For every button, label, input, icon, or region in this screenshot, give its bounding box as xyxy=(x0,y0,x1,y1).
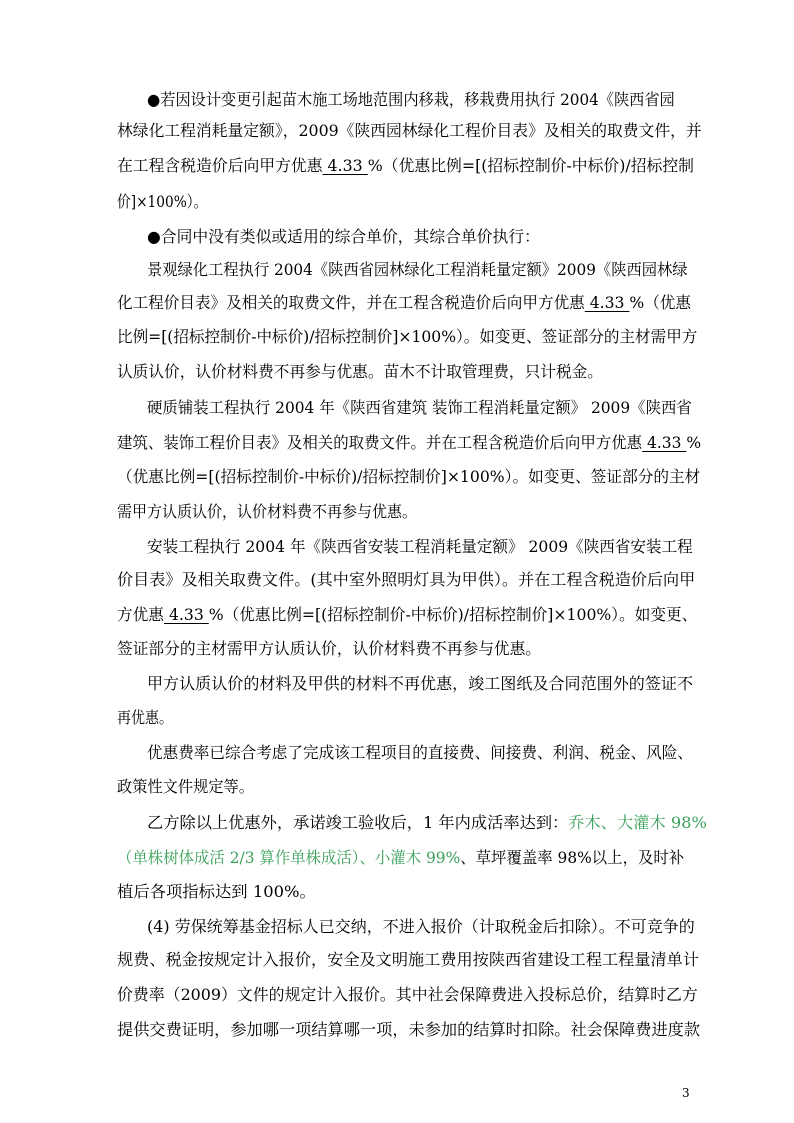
text-segment: 乙方除以上优惠外，承诺竣工验收后，1 年内成活率达到： xyxy=(147,813,569,832)
text-line xyxy=(117,882,316,902)
text-segment: 、草坪覆盖率 98%以上，及时补 xyxy=(460,848,685,867)
text-line xyxy=(147,260,688,280)
text-segment: 提供交费证明，参加哪一项结算哪一项，未参加的结算时扣除。社会保障费进度款 xyxy=(117,1020,701,1039)
text-line xyxy=(117,156,694,176)
text-segment: 规费、税金按规定计入报价，安全及文明施工费用按陕西省建设工程工程量清单计 xyxy=(117,950,700,969)
text-segment: ●合同中没有类似或适用的综合单价，其综合单价执行： xyxy=(147,227,540,246)
text-line xyxy=(117,639,541,659)
text-line xyxy=(147,398,692,418)
discount-rate-value: 4.33 xyxy=(322,156,368,175)
text-line xyxy=(117,192,207,212)
text-line xyxy=(117,708,173,728)
text-segment: 比例=[(招标控制价-中标价)/招标控制价]×100%）。如变更、签证部分的主材需甲方 xyxy=(117,327,698,346)
text-segment: % xyxy=(686,433,702,452)
text-line xyxy=(147,917,695,937)
text-segment: 需甲方认质认价，认价材料费不再参与优惠。 xyxy=(117,502,418,521)
text-line xyxy=(147,674,693,694)
text-segment: 方优惠 xyxy=(117,605,164,624)
text-line xyxy=(117,327,697,347)
text-segment: 植后各项指标达到 100%。 xyxy=(117,882,316,901)
text-line xyxy=(117,502,417,522)
highlighted-text: （单株树体成活 2/3 算作单株成活）、小灌木 99% xyxy=(117,848,461,867)
text-line xyxy=(147,537,693,557)
text-segment: 签证部分的主材需甲方认质认价，认价材料费不再参与优惠。 xyxy=(117,639,542,658)
text-segment: 价目表》及相关取费文件。(其中室外照明灯具为甲供）。并在工程含税造价后向甲 xyxy=(117,570,696,589)
text-line xyxy=(117,605,697,625)
text-line xyxy=(147,813,707,833)
text-segment: 价费率（2009）文件的规定计入报价。其中社会保障费进入投标总价，结算时乙方 xyxy=(117,985,698,1004)
text-segment: 景观绿化工程执行 2004《陕西省园林绿化工程消耗量定额》2009《陕西园林绿 xyxy=(147,260,688,279)
text-segment: 价]×100%）。 xyxy=(117,192,208,211)
text-line xyxy=(117,950,699,970)
text-segment: 甲方认质认价的材料及甲供的材料不再优惠，竣工图纸及合同范围外的签证不 xyxy=(147,674,694,693)
text-segment: 安装工程执行 2004 年《陕西省安装工程消耗量定额》 2009《陕西省安装工程 xyxy=(147,537,693,556)
text-line xyxy=(117,570,695,590)
text-segment: 在工程含税造价后向甲方优惠 xyxy=(117,156,323,175)
text-segment: 再优惠。 xyxy=(117,708,174,727)
text-segment: 认质认价，认价材料费不再参与优惠。苗木不计取管理费，只计税金。 xyxy=(117,362,603,381)
text-segment: 优惠费率已综合考虑了完成该工程项目的直接费、间接费、利润、税金、风险、 xyxy=(147,743,694,762)
text-segment: %（优惠比例=[(招标控制价-中标价)/招标控制价]×100%）。如变更、 xyxy=(208,605,698,624)
text-segment: ●若因设计变更引起苗木施工场地范围内移栽，移栽费用执行 2004《陕西省园 xyxy=(147,90,675,109)
text-line xyxy=(117,777,254,797)
text-line xyxy=(117,362,603,382)
discount-rate-value: 4.33 xyxy=(163,605,209,624)
text-segment: （优惠比例=[(招标控制价-中标价)/招标控制价]×100%）。如变更、签证部分的主材 xyxy=(117,467,701,486)
page-number: 3 xyxy=(682,1086,690,1100)
text-line xyxy=(117,848,684,868)
text-segment: 政策性文件规定等。 xyxy=(117,777,255,796)
text-line xyxy=(117,121,702,141)
text-line xyxy=(117,467,700,487)
discount-rate-value: 4.33 xyxy=(584,293,630,312)
text-segment: %（优惠 xyxy=(629,293,692,312)
highlighted-text: 乔木、大灌木 98% xyxy=(568,813,707,832)
text-segment: 建筑、装饰工程价目表》及相关的取费文件。并在工程含税造价后向甲方优惠 xyxy=(117,433,643,452)
text-line xyxy=(117,293,691,313)
text-segment: (4) 劳保统筹基金招标人已交纳，不进入报价（计取税金后扣除）。不可竞争的 xyxy=(147,917,695,936)
text-line xyxy=(117,433,701,453)
discount-rate-value: 4.33 xyxy=(642,433,687,452)
text-segment: %（优惠比例=[(招标控制价-中标价)/招标控制 xyxy=(367,156,694,175)
text-segment: 化工程价目表》及相关的取费文件，并在工程含税造价后向甲方优惠 xyxy=(117,293,585,312)
text-line xyxy=(147,743,693,763)
text-segment: 林绿化工程消耗量定额》，2009《陕西园林绿化工程价目表》及相关的取费文件，并 xyxy=(117,121,702,140)
text-line xyxy=(147,227,540,247)
text-segment: 硬质铺装工程执行 2004 年《陕西省建筑 装饰工程消耗量定额》 2009《陕西省 xyxy=(147,398,692,417)
text-line xyxy=(117,985,698,1005)
text-line xyxy=(147,90,675,110)
text-line xyxy=(117,1020,700,1040)
